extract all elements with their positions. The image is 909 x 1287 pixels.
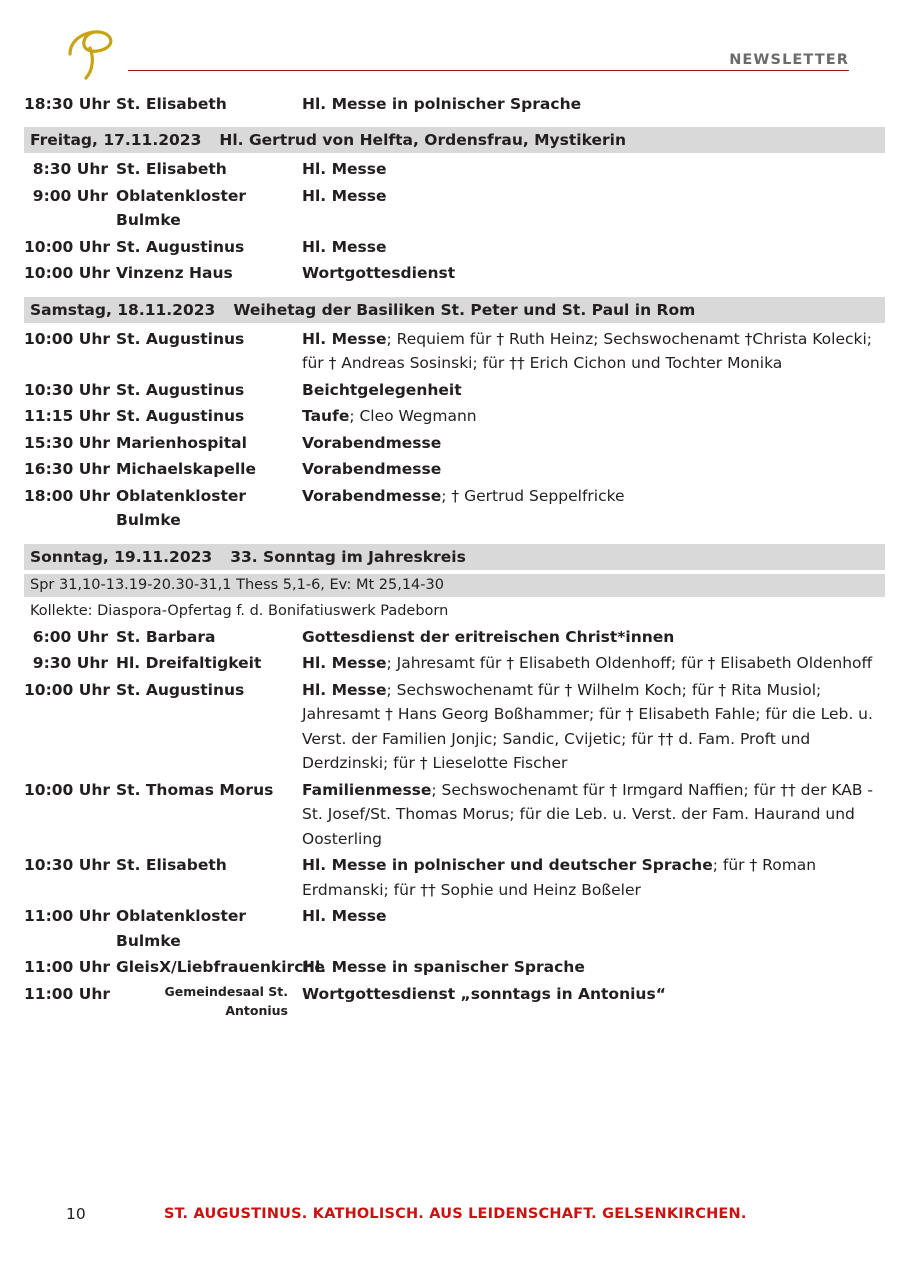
service-time: 18:00 Uhr bbox=[24, 486, 110, 505]
service-intentions: ; Sechswochenamt für † Wilhelm Koch; für † Rita Musiol; Jahresamt † Hans Georg Boßhammer; für † Elisabeth Fahle; für die Leb. u. Verst. der Familien Jonjic; Sandic, Cvijetic; für †† d. Fam. Proft und Derdzinski; für † Lieselotte Fischer bbox=[302, 680, 873, 773]
service-row bbox=[24, 404, 885, 428]
service-title: Wortgottesdienst bbox=[302, 264, 456, 283]
service-time: 10:30 Uhr bbox=[24, 856, 110, 875]
service-description bbox=[302, 261, 885, 285]
day-readings: Spr 31,10-13.19-20.30-31,1 Thess 5,1-6, Ev: Mt 25,14-30 bbox=[24, 574, 885, 597]
service-time: 9:30 Uhr bbox=[32, 654, 108, 673]
service-intentions: ; für † Roman Erdmanski; für †† Sophie und Heinz Boßeler bbox=[302, 856, 817, 899]
service-location: St. Augustinus bbox=[116, 380, 245, 399]
page-footer bbox=[24, 1205, 885, 1229]
service-title: Familienmesse bbox=[302, 780, 432, 799]
day-heading bbox=[24, 127, 885, 153]
service-time: 10:00 Uhr bbox=[24, 264, 110, 283]
service-title: Taufe bbox=[302, 407, 350, 426]
service-intentions: ; Sechswochenamt für † Irmgard Naffien; für †† der KAB - St. Josef/St. Thomas Morus; für die Leb. u. Verst. der Fam. Haurand und Oosterling bbox=[302, 780, 873, 848]
service-title: Vorabendmesse bbox=[302, 433, 442, 452]
day-date: Freitag, 17.11.2023 bbox=[30, 131, 202, 150]
service-description bbox=[302, 982, 885, 1006]
page-number: 10 bbox=[66, 1205, 86, 1223]
service-description bbox=[302, 484, 885, 508]
service-title: Hl. Messe bbox=[302, 329, 387, 348]
service-description bbox=[302, 678, 885, 776]
service-time: 10:00 Uhr bbox=[24, 237, 110, 256]
service-row bbox=[24, 378, 885, 402]
day-heading bbox=[24, 544, 885, 570]
service-row bbox=[24, 235, 885, 259]
service-description bbox=[302, 955, 885, 979]
service-location: St. Elisabeth bbox=[116, 856, 227, 875]
service-title: Hl. Messe in polnischer und deutscher Sprache bbox=[302, 856, 713, 875]
service-description bbox=[302, 457, 885, 481]
service-title: Vorabendmesse bbox=[302, 486, 442, 505]
day-heading-inner bbox=[24, 548, 885, 566]
service-intentions: ; Jahresamt für † Elisabeth Oldenhoff; für † Elisabeth Oldenhoff bbox=[386, 654, 873, 673]
service-location: Michaelskapelle bbox=[116, 460, 256, 479]
service-time: 6:00 Uhr bbox=[32, 627, 108, 646]
service-row bbox=[24, 778, 885, 851]
service-time: 11:00 Uhr bbox=[24, 907, 110, 926]
service-description bbox=[302, 625, 885, 649]
day-heading-inner bbox=[24, 131, 885, 149]
service-location: Oblatenkloster Bulmke bbox=[116, 486, 247, 530]
day-date: Samstag, 18.11.2023 bbox=[30, 300, 216, 319]
service-time: 11:00 Uhr bbox=[24, 984, 110, 1003]
service-row bbox=[24, 955, 885, 979]
service-description bbox=[302, 92, 885, 116]
service-time: 18:30 Uhr bbox=[24, 95, 110, 113]
service-description bbox=[302, 157, 885, 181]
service-location: St. Augustinus bbox=[116, 407, 245, 426]
service-location: St. Augustinus bbox=[116, 680, 245, 699]
day-heading-inner bbox=[24, 301, 885, 319]
service-title: Wortgottesdienst „sonntags in Antonius“ bbox=[302, 984, 666, 1003]
service-description bbox=[302, 404, 885, 428]
service-row bbox=[24, 651, 885, 675]
header-divider bbox=[128, 70, 849, 71]
service-title: Hl. Messe bbox=[302, 186, 387, 205]
service-description bbox=[302, 431, 885, 455]
newsletter-label: NEWSLETTER bbox=[729, 52, 849, 68]
service-time: 10:30 Uhr bbox=[24, 380, 110, 399]
service-title: Hl. Messe bbox=[302, 160, 387, 179]
service-title: Hl. Messe bbox=[302, 237, 387, 256]
service-time: 8:30 Uhr bbox=[32, 160, 108, 179]
service-row bbox=[24, 327, 885, 376]
service-row bbox=[24, 904, 885, 953]
service-row bbox=[24, 457, 885, 481]
service-location: St. Elisabeth bbox=[116, 160, 227, 179]
service-location: Hl. Dreifaltigkeit bbox=[116, 654, 262, 673]
service-description bbox=[302, 651, 885, 675]
service-location: St. Augustinus bbox=[116, 237, 245, 256]
service-location: Gemeindesaal St. Antonius bbox=[164, 983, 288, 1019]
day-heading bbox=[24, 297, 885, 323]
parish-logo-icon bbox=[60, 24, 124, 80]
service-row bbox=[24, 484, 885, 533]
service-title: Hl. Messe bbox=[302, 680, 387, 699]
service-title: Hl. Messe in polnischer Sprache bbox=[302, 95, 582, 113]
service-location: Marienhospital bbox=[116, 433, 247, 452]
day-collection: Kollekte: Diaspora-Opfertag f. d. Bonifatiuswerk Padeborn bbox=[30, 602, 449, 619]
service-row bbox=[24, 678, 885, 776]
schedule-content bbox=[24, 92, 885, 1023]
service-title: Hl. Messe in spanischer Sprache bbox=[302, 958, 585, 977]
service-row bbox=[24, 157, 885, 181]
service-title: Gottesdienst der eritreischen Christ*innen bbox=[302, 627, 675, 646]
service-row bbox=[24, 625, 885, 649]
day-feast: 33. Sonntag im Jahreskreis bbox=[230, 547, 466, 566]
service-time: 16:30 Uhr bbox=[24, 460, 110, 479]
service-time: 11:00 Uhr bbox=[24, 958, 110, 977]
service-intentions: ; Cleo Wegmann bbox=[349, 407, 477, 426]
service-time: 9:00 Uhr bbox=[32, 186, 108, 205]
service-description bbox=[302, 327, 885, 376]
service-title: Hl. Messe bbox=[302, 654, 387, 673]
service-location: St. Elisabeth bbox=[116, 95, 227, 113]
service-title: Hl. Messe bbox=[302, 907, 387, 926]
day-feast: Hl. Gertrud von Helfta, Ordensfrau, Mystikerin bbox=[219, 131, 627, 150]
service-description bbox=[302, 904, 885, 928]
service-location: Vinzenz Haus bbox=[116, 264, 233, 283]
service-row bbox=[24, 431, 885, 455]
service-description bbox=[302, 235, 885, 259]
service-description bbox=[302, 378, 885, 402]
service-row bbox=[24, 184, 885, 233]
service-intentions: ; Requiem für † Ruth Heinz; Sechswochenamt †Christa Kolecki; für † Andreas Sosinski; für †† Erich Cichon und Tochter Monika bbox=[302, 329, 873, 373]
service-title: Vorabendmesse bbox=[302, 460, 442, 479]
service-location: Oblatenkloster Bulmke bbox=[116, 186, 247, 230]
day-feast: Weihetag der Basiliken St. Peter und St. Paul in Rom bbox=[233, 300, 696, 319]
page-header bbox=[24, 22, 885, 84]
service-time: 10:00 Uhr bbox=[24, 329, 110, 348]
service-location: Oblatenkloster Bulmke bbox=[116, 907, 247, 950]
service-location: GleisX/Liebfrauenkirche bbox=[116, 958, 325, 977]
service-row bbox=[24, 853, 885, 902]
day-date: Sonntag, 19.11.2023 bbox=[30, 547, 213, 566]
service-row bbox=[24, 261, 885, 285]
service-description bbox=[302, 853, 885, 902]
footer-slogan: ST. AUGUSTINUS. KATHOLISCH. AUS LEIDENSCHAFT. GELSENKIRCHEN. bbox=[164, 1206, 747, 1222]
service-location: St. Barbara bbox=[116, 627, 216, 646]
service-location: St. Augustinus bbox=[116, 329, 245, 348]
service-time: 10:00 Uhr bbox=[24, 680, 110, 699]
service-location: St. Thomas Morus bbox=[116, 780, 274, 799]
service-title: Beichtgelegenheit bbox=[302, 380, 462, 399]
service-row bbox=[24, 982, 885, 1022]
service-description bbox=[302, 184, 885, 208]
service-description bbox=[302, 778, 885, 851]
service-time: 11:15 Uhr bbox=[24, 407, 110, 426]
service-time: 15:30 Uhr bbox=[24, 433, 110, 452]
service-row bbox=[24, 92, 885, 116]
service-intentions: ; † Gertrud Seppelfricke bbox=[441, 486, 625, 505]
service-time: 10:00 Uhr bbox=[24, 780, 110, 799]
